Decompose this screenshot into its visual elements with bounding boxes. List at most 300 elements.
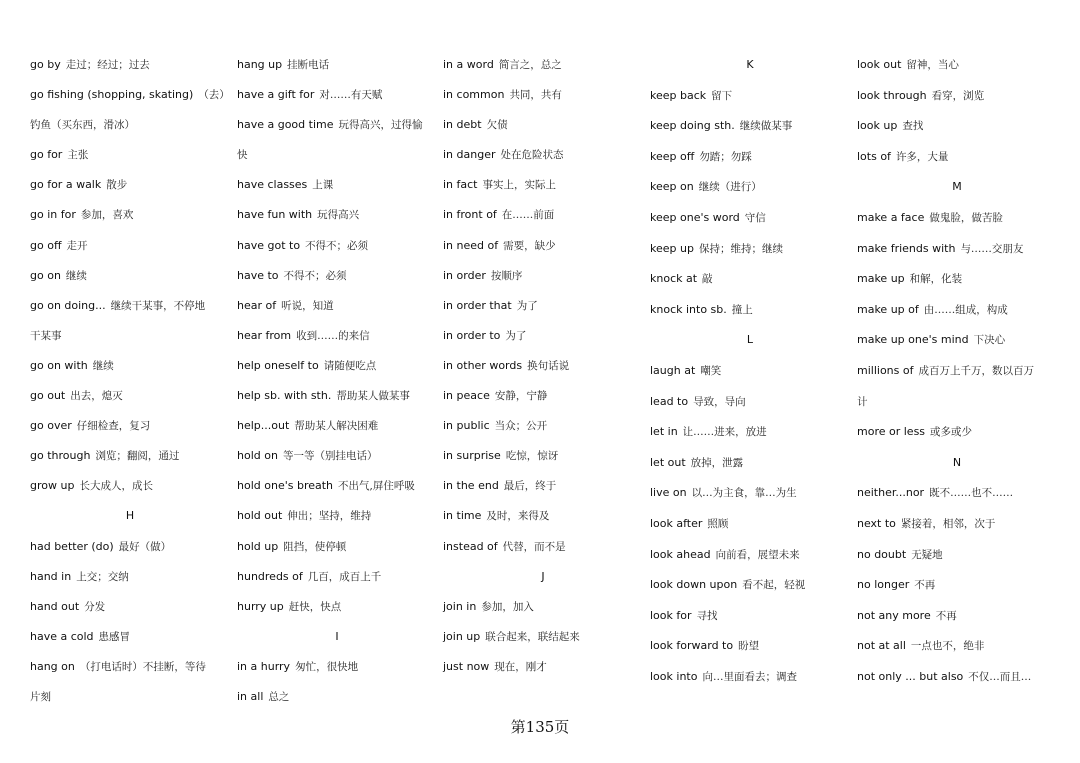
glossary-entry	[237, 80, 437, 110]
entry-definition: 做鬼脸，做苦脸	[929, 211, 1003, 224]
entry-definition: 联合起来，联结起来	[485, 630, 580, 643]
entry-phrase: look forward to	[650, 639, 734, 653]
glossary-entry	[237, 441, 437, 471]
entry-definition: 紧接着，相邻，次于	[900, 517, 996, 530]
entry-definition: 几百，成百上千	[307, 570, 382, 583]
glossary-entry	[650, 142, 850, 173]
entry-definition: 不再	[935, 609, 957, 622]
glossary-entry	[857, 509, 1057, 540]
entry-definition: 继续（进行）	[698, 181, 762, 194]
entry-definition: 许多，大量	[895, 150, 949, 163]
entry-definition: 参加，喜欢	[80, 209, 134, 222]
entry-phrase: look through	[857, 88, 927, 102]
glossary-entry	[30, 532, 230, 562]
section-letter: K	[746, 58, 754, 71]
entry-phrase: have classes	[237, 178, 308, 192]
section-letter: L	[746, 333, 754, 347]
glossary-entry	[443, 622, 643, 652]
glossary-entry	[237, 110, 437, 140]
entry-phrase: more or less	[857, 425, 926, 439]
entry-definition: 既不……也不……	[929, 487, 1014, 500]
entry-definition: 继续	[92, 359, 114, 372]
entry-definition: 下决心	[973, 334, 1006, 347]
entry-phrase: go for a walk	[30, 178, 102, 192]
glossary-entry	[650, 387, 850, 418]
glossary-entry	[650, 203, 850, 234]
section-letter: H	[125, 509, 135, 523]
entry-definition: 和解，化装	[909, 273, 963, 286]
glossary-entry	[857, 142, 1057, 173]
entry-phrase: lots of	[857, 149, 891, 163]
entry-phrase: no longer	[857, 578, 910, 592]
column-5	[857, 50, 1057, 692]
entry-phrase: hang up	[237, 58, 283, 71]
entry-definition: 按顺序	[490, 269, 523, 282]
entry-definition: （打电话时）不挂断，等待	[79, 660, 206, 673]
glossary-entry	[237, 592, 437, 622]
entry-definition: 匆忙，很快地	[295, 660, 359, 673]
entry-definition: 患感冒	[98, 630, 131, 643]
glossary-entry	[443, 501, 643, 531]
entry-definition: 长大成人，成长	[79, 480, 153, 493]
glossary-entry	[237, 682, 437, 712]
glossary-entry	[30, 351, 230, 381]
entry-phrase: in a hurry	[237, 659, 291, 673]
entry-definition: 仔细检查，复习	[76, 420, 151, 433]
entry-phrase: look up	[857, 119, 898, 133]
entry-phrase: go through	[30, 449, 91, 463]
entry-phrase: hold one's breath	[237, 479, 334, 493]
glossary-entry	[650, 601, 850, 632]
glossary-entry	[30, 381, 230, 411]
entry-definition: 嘲笑	[700, 364, 722, 377]
glossary-entry	[650, 662, 850, 693]
entry-phrase: no doubt	[857, 547, 907, 561]
entry-phrase: hear of	[237, 298, 277, 312]
entry-phrase: in the end	[443, 479, 499, 493]
glossary-entry	[237, 170, 437, 200]
entry-phrase: in debt	[443, 118, 482, 132]
glossary-entry	[443, 80, 643, 110]
entry-phrase: join in	[443, 599, 477, 613]
entry-definition-continued: 干某事	[30, 329, 62, 342]
entry-definition: 留神，当心	[906, 59, 959, 71]
glossary-entry	[857, 203, 1057, 234]
entry-definition: 走开	[66, 239, 88, 252]
glossary-entry	[857, 325, 1057, 356]
glossary-entry	[237, 501, 437, 531]
glossary-entry	[650, 448, 850, 479]
entry-definition: 出去，熄灭	[70, 390, 123, 403]
entry-phrase: hurry up	[237, 599, 284, 613]
entry-definition: 在……前面	[501, 209, 555, 222]
entry-phrase: have a good time	[237, 118, 334, 132]
glossary-entry	[857, 356, 1057, 387]
entry-continuation	[30, 321, 230, 351]
entry-definition: 寻找	[696, 609, 718, 622]
entry-definition: 分发	[84, 600, 106, 613]
entry-definition: 上交；交纳	[76, 570, 129, 583]
entry-phrase: make friends with	[857, 241, 956, 255]
entry-definition: 留下	[711, 89, 733, 102]
entry-phrase: go on with	[30, 358, 88, 372]
entry-definition: 一点也不，绝非	[910, 640, 985, 653]
glossary-entry	[857, 234, 1057, 265]
entry-definition: 盼望	[738, 640, 760, 653]
entry-definition: 为了	[505, 329, 527, 342]
entry-phrase: look for	[650, 608, 692, 622]
entry-phrase: look down upon	[650, 578, 738, 592]
entry-phrase: hold out	[237, 509, 283, 523]
entry-phrase: hold on	[237, 449, 278, 463]
column-2	[237, 50, 437, 712]
entry-definition: 等一等（别挂电话）	[282, 450, 378, 463]
glossary-entry	[650, 540, 850, 571]
glossary-entry	[857, 295, 1057, 326]
glossary-entry	[237, 381, 437, 411]
entry-phrase: lead to	[650, 394, 689, 408]
entry-phrase: keep doing sth.	[650, 119, 735, 133]
entry-definition: 简言之，总之	[498, 59, 562, 71]
entry-definition: 放掉，泄露	[690, 456, 744, 469]
entry-phrase: hundreds of	[237, 569, 303, 583]
entry-phrase: hold up	[237, 539, 279, 553]
glossary-entry	[857, 662, 1057, 693]
glossary-entry	[443, 110, 643, 140]
entry-definition: 参加，加入	[481, 600, 534, 613]
entry-phrase: go on doing...	[30, 298, 106, 312]
entry-phrase: let in	[650, 425, 678, 439]
entry-definition: 最好（做）	[118, 540, 172, 553]
glossary-entry	[650, 81, 850, 112]
entry-phrase: hand out	[30, 599, 80, 613]
entry-definition: 继续干某事，不停地	[110, 299, 206, 312]
entry-phrase: help...out	[237, 419, 290, 433]
glossary-entry	[237, 652, 437, 682]
entry-definition: 或多或少	[930, 426, 973, 439]
glossary-entry	[237, 291, 437, 321]
entry-phrase: neither...nor	[857, 486, 925, 500]
entry-definition: 成百万上千万，数以百万	[918, 364, 1034, 377]
glossary-entry	[443, 441, 643, 471]
entry-definition: 处在危险状态	[500, 149, 564, 162]
entry-definition: 收到……的来信	[296, 329, 370, 342]
glossary-entry	[237, 50, 437, 80]
entry-phrase: have a cold	[30, 629, 94, 643]
entry-phrase: have to	[237, 268, 279, 282]
glossary-entry	[237, 351, 437, 381]
glossary-entry	[443, 411, 643, 441]
entry-phrase: make up one's mind	[857, 333, 969, 347]
glossary-entry	[30, 80, 230, 110]
entry-definition: 及时，来得及	[486, 510, 550, 523]
glossary-entry	[237, 471, 437, 501]
glossary-entry	[30, 592, 230, 622]
entry-phrase: next to	[857, 516, 896, 530]
entry-phrase: go fishing (shopping, skating)	[30, 88, 194, 102]
entry-phrase: in fact	[443, 178, 478, 192]
entry-definition: 导致，导向	[693, 395, 746, 408]
entry-definition-continued: 片刻	[30, 690, 51, 703]
glossary-entry	[650, 478, 850, 509]
entry-phrase: have fun with	[237, 208, 313, 222]
entry-phrase: keep up	[650, 241, 694, 255]
glossary-entry	[443, 291, 643, 321]
glossary-entry	[443, 592, 643, 622]
glossary-entry	[237, 261, 437, 291]
entry-phrase: keep back	[650, 88, 707, 102]
entry-phrase: in order to	[443, 328, 501, 342]
glossary-entry	[650, 417, 850, 448]
glossary-entry	[443, 231, 643, 261]
entry-phrase: let out	[650, 455, 686, 469]
entry-phrase: hear from	[237, 328, 292, 342]
entry-definition: 帮助某人做某事	[336, 390, 410, 403]
section-letter: M	[952, 180, 962, 194]
glossary-entry	[650, 631, 850, 662]
glossary-entry	[650, 172, 850, 203]
glossary-entry	[443, 140, 643, 170]
entry-definition: 阻挡，使停顿	[283, 540, 347, 553]
entry-phrase: keep one's word	[650, 210, 740, 224]
entry-definition: 总之	[268, 690, 290, 703]
entry-definition: 玩得高兴	[317, 209, 360, 222]
entry-continuation	[30, 110, 230, 140]
entry-definition: 看不起，轻视	[742, 579, 806, 592]
glossary-entry	[237, 411, 437, 441]
entry-definition: 勿踏；勿踩	[699, 150, 752, 163]
entry-phrase: not at all	[857, 639, 906, 653]
entry-definition: 由……组成，构成	[923, 303, 1008, 316]
entry-continuation	[857, 387, 1057, 418]
glossary-entry	[650, 356, 850, 387]
glossary-entry	[237, 532, 437, 562]
glossary-entry	[237, 200, 437, 230]
glossary-entry	[857, 570, 1057, 601]
entry-continuation	[30, 682, 230, 712]
entry-definition: 请随便吃点	[323, 359, 377, 372]
entry-phrase: in order that	[443, 298, 512, 312]
glossary-entry	[443, 321, 643, 351]
entry-phrase: just now	[443, 659, 490, 673]
entry-definition: 需要，缺少	[503, 239, 556, 252]
glossary-entry	[443, 652, 643, 682]
entry-definition: 让……进来，放进	[682, 426, 767, 439]
entry-definition: 不得不；必须	[283, 269, 347, 282]
entry-phrase: look out	[857, 58, 902, 71]
entry-phrase: in front of	[443, 208, 497, 222]
entry-phrase: not any more	[857, 608, 931, 622]
entry-phrase: look ahead	[650, 547, 711, 561]
glossary-entry	[30, 562, 230, 592]
entry-definition: 共同，共有	[509, 89, 562, 102]
entry-definition: 安静，宁静	[494, 390, 548, 403]
entry-definition: 上课	[312, 179, 334, 192]
entry-phrase: in time	[443, 509, 482, 523]
entry-definition-continued: 快	[237, 149, 248, 162]
glossary-entry	[857, 540, 1057, 571]
entry-phrase: hand in	[30, 569, 72, 583]
glossary-entry	[857, 81, 1057, 112]
entry-phrase: in common	[443, 88, 505, 102]
entry-phrase: in a word	[443, 58, 494, 71]
entry-definition: 敲	[702, 273, 713, 286]
entry-phrase: go out	[30, 389, 66, 403]
entry-phrase: go for	[30, 148, 63, 162]
entry-definition: 查找	[902, 120, 924, 133]
glossary-entry	[30, 622, 230, 652]
entry-phrase: in need of	[443, 238, 499, 252]
entry-phrase: go in for	[30, 208, 76, 222]
entry-definition: 走过；经过；过去	[65, 59, 150, 71]
entry-phrase: keep off	[650, 149, 695, 163]
entry-phrase: help sb. with sth.	[237, 389, 332, 403]
entry-phrase: grow up	[30, 479, 75, 493]
entry-definition: 无疑地	[911, 548, 943, 561]
entry-phrase: make a face	[857, 210, 925, 224]
glossary-entry	[30, 50, 230, 80]
entry-definition: 向…里面看去；调查	[702, 670, 797, 683]
page-number: 第135页	[510, 718, 570, 736]
entry-definition: 赶快，快点	[288, 600, 342, 613]
glossary-entry	[30, 411, 230, 441]
entry-definition: 继续做某事	[739, 120, 793, 133]
glossary-entry	[443, 351, 643, 381]
entry-phrase: laugh at	[650, 363, 696, 377]
column-1	[30, 50, 230, 712]
entry-definition: 为了	[516, 299, 538, 312]
entry-definition: 以…为主食，靠…为生	[691, 487, 797, 500]
entry-phrase: in order	[443, 268, 486, 282]
entry-definition: 事实上，实际上	[482, 179, 556, 192]
entry-phrase: knock at	[650, 272, 698, 286]
entry-phrase: not only ... but also	[857, 669, 964, 683]
glossary-entry	[650, 234, 850, 265]
section-letter: N	[952, 455, 962, 469]
section-letter: I	[335, 629, 339, 643]
glossary-entry	[443, 170, 643, 200]
entry-definition: 伸出；坚持，维持	[287, 510, 372, 523]
entry-phrase: in peace	[443, 389, 490, 403]
entry-phrase: join up	[443, 629, 481, 643]
entry-definition: 当众；公开	[494, 420, 548, 433]
entry-definition: 不再	[914, 579, 936, 592]
entry-phrase: in public	[443, 419, 490, 433]
entry-phrase: have a gift for	[237, 88, 315, 102]
entry-phrase: have got to	[237, 238, 301, 252]
entry-definition: 换句话说	[527, 359, 570, 372]
entry-phrase: help oneself to	[237, 358, 319, 372]
glossary-entry	[237, 562, 437, 592]
entry-definition: 对……有天赋	[319, 89, 383, 102]
glossary-entry	[30, 291, 230, 321]
entry-phrase: keep on	[650, 180, 694, 194]
glossary-entry	[30, 441, 230, 471]
entry-definition: 与……交朋友	[960, 242, 1024, 255]
entry-definition: 向前看，展望未来	[715, 548, 800, 561]
entry-phrase: millions of	[857, 363, 914, 377]
glossary-entry	[650, 295, 850, 326]
glossary-entry	[443, 381, 643, 411]
entry-definition: 代替，而不是	[502, 540, 566, 553]
entry-definition: 不出气,屏住呼吸	[338, 480, 415, 493]
entry-definition: 帮助某人解决困难	[294, 420, 379, 433]
entry-definition: 挂断电话	[287, 59, 330, 71]
glossary-entry	[857, 417, 1057, 448]
entry-phrase: in other words	[443, 358, 523, 372]
glossary-entry	[857, 50, 1057, 81]
entry-continuation	[237, 140, 437, 170]
column-3	[443, 50, 643, 682]
entry-definition: 欠债	[486, 119, 508, 132]
entry-definition: 撞上	[731, 303, 753, 316]
glossary-entry	[443, 50, 643, 80]
entry-definition: （去）	[198, 89, 230, 102]
entry-definition: 看穿，浏览	[931, 89, 985, 102]
entry-phrase: knock into sb.	[650, 302, 727, 316]
entry-phrase: in surprise	[443, 449, 501, 463]
glossary-entry	[30, 261, 230, 291]
entry-phrase: look into	[650, 669, 698, 683]
glossary-entry	[30, 140, 230, 170]
glossary-entry	[650, 570, 850, 601]
entry-phrase: in all	[237, 689, 264, 703]
entry-definition: 吃惊，惊讶	[505, 450, 559, 463]
glossary-entry	[857, 478, 1057, 509]
entry-phrase: hang on	[30, 659, 75, 673]
entry-phrase: instead of	[443, 539, 498, 553]
entry-definition: 不仅…而且…	[968, 670, 1032, 683]
entry-definition: 守信	[744, 211, 766, 224]
glossary-entry	[650, 509, 850, 540]
entry-phrase: in danger	[443, 148, 496, 162]
glossary-entry	[30, 170, 230, 200]
glossary-entry	[443, 471, 643, 501]
column-4	[650, 50, 850, 692]
entry-phrase: look after	[650, 516, 703, 530]
entry-definition: 现在，刚才	[494, 660, 547, 673]
entry-phrase: had better (do)	[30, 539, 114, 553]
glossary-entry	[857, 111, 1057, 142]
glossary-entry	[857, 631, 1057, 662]
glossary-entry	[237, 231, 437, 261]
entry-phrase: go on	[30, 268, 61, 282]
entry-definition: 玩得高兴，过得愉	[338, 119, 423, 132]
entry-definition: 照顾	[707, 517, 729, 530]
glossary-entry	[443, 200, 643, 230]
entry-phrase: go off	[30, 238, 62, 252]
entry-phrase: go by	[30, 58, 61, 71]
glossary-entry	[30, 200, 230, 230]
entry-definition: 不得不；必须	[305, 239, 369, 252]
entry-phrase: make up	[857, 272, 905, 286]
entry-definition: 散步	[106, 179, 128, 192]
entry-phrase: make up of	[857, 302, 919, 316]
entry-phrase: go over	[30, 419, 72, 433]
glossary-entry	[30, 652, 230, 682]
section-letter: J	[541, 569, 545, 583]
glossary-entry	[650, 111, 850, 142]
entry-definition: 听说，知道	[281, 299, 334, 312]
glossary-entry	[30, 231, 230, 261]
entry-definition: 浏览；翻阅，通过	[95, 450, 180, 463]
entry-definition: 主张	[67, 149, 89, 162]
entry-definition: 最后，终于	[503, 480, 557, 493]
glossary-entry	[443, 532, 643, 562]
entry-definition: 保持；维持；继续	[698, 242, 783, 255]
glossary-entry	[857, 264, 1057, 295]
glossary-entry	[443, 261, 643, 291]
